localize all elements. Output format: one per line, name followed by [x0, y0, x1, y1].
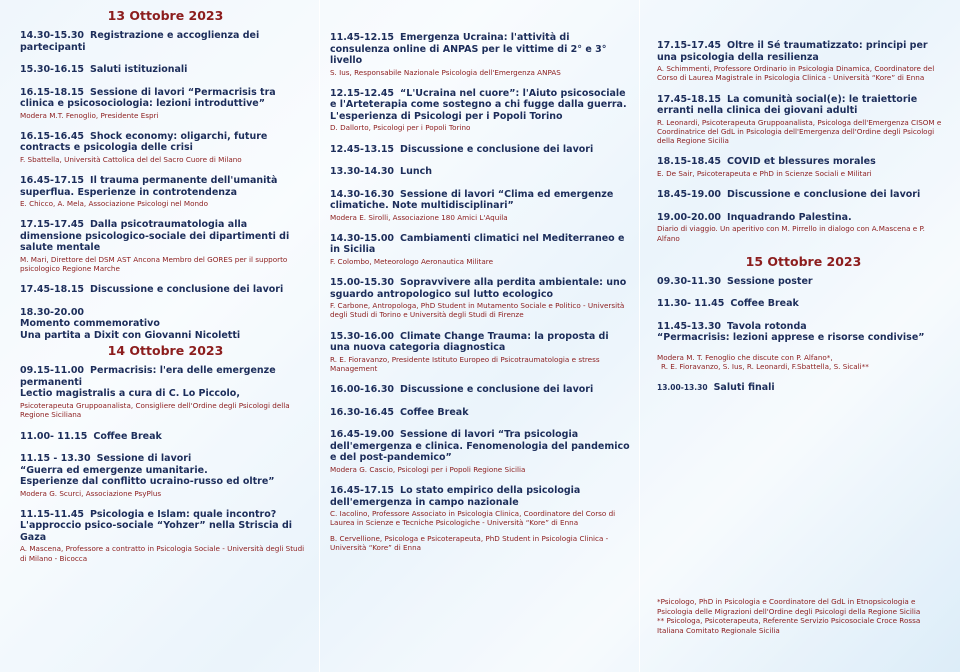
program-entry: [657, 382, 950, 394]
program-entry: [20, 219, 311, 273]
entry-time: 16.30-16.45: [330, 406, 395, 418]
entry-speaker: R. E. Fioravanzo, Presidente Istituto Europeo di Psicotraumatologia e stress Management: [330, 354, 600, 374]
entry-title: Dalla psicotraumatologia alla dimensione psicologico-sociale dei dipartimenti di salute mentale: [20, 219, 290, 254]
entry-time: 13.00-13.30: [657, 383, 708, 393]
entry-title: COVID et blessures morales: [727, 156, 876, 168]
entry-time: 12.45-13.15: [330, 143, 395, 155]
entry-title: Lo stato empirico della psicologia dell'emergenza in campo nazionale: [330, 485, 581, 508]
program-entry: [20, 64, 311, 76]
entry-time: 14.30-16.30: [330, 188, 395, 200]
entry-speaker: Modera M. T. Fenoglio che discute con P. Alfano*,: [657, 352, 833, 362]
program-entry: [657, 212, 950, 243]
program-entry: [657, 156, 950, 178]
entry-title: Sessione di lavori: [96, 453, 192, 465]
program-entry: [330, 485, 631, 552]
entry-title-line: “Permacrisis: lezioni apprese e risorse condivise”: [657, 332, 925, 344]
entry-speaker: F. Carbone, Antropologa, PhD Student in Mutamento Sociale e Politico - Università degli Studi di Torino e Università degli Studi di Firenze: [330, 301, 625, 320]
footnote-2: ** Psicologa, Psicoterapeuta, Referente Servizio Psicosociale Croce Rossa Italiana Comitato Regionale Sicilia: [657, 616, 921, 635]
entry-title: Il trauma permanente dell'umanità superflua. Esperienze in controtendenza: [20, 175, 278, 198]
entry-title: Sessione di lavori “Clima ed emergenze climatiche. Note multidisciplinari”: [330, 188, 614, 212]
entry-title: Coffee Break: [400, 406, 469, 418]
entry-time: 16.15-18.15: [20, 86, 85, 98]
entry-title: La comunità social(e): le traiettorie erranti nella clinica dei giovani adulti: [657, 93, 918, 117]
entry-time: 11.15 - 13.30: [20, 453, 91, 465]
program-entry: [657, 40, 950, 83]
entry-time: 19.00-20.00: [657, 211, 722, 223]
entry-time: 17.15-17.45: [657, 40, 722, 51]
program-entry: [330, 166, 631, 178]
program-entry: [20, 30, 311, 53]
entry-time: 18.15-18.45: [657, 156, 722, 168]
program-entry: [20, 87, 311, 120]
entry-time: 16.15-16.45: [20, 130, 85, 142]
program-entry: [20, 509, 311, 563]
entry-title: Coffee Break: [730, 298, 799, 310]
entry-title: Inquadrando Palestina.: [727, 211, 852, 223]
entry-time: 17.45-18.15: [657, 93, 722, 105]
program-entry: [330, 88, 631, 133]
entry-title: Lunch: [400, 166, 433, 178]
entry-speaker: Modera M.T. Fenoglio, Presidente Espri: [20, 110, 159, 120]
entry-speaker: Modera E. Sirolli, Associazione 180 Amici L'Aquila: [330, 212, 508, 222]
entry-time: 09.30-11.30: [657, 275, 722, 287]
entry-time: 11.45-13.30: [657, 320, 722, 332]
program-entry: [657, 189, 950, 201]
entry-time: 16.45-17.15: [20, 175, 85, 187]
program-column-1: [0, 0, 319, 672]
entry-time: 11.30- 11.45: [657, 298, 725, 310]
footnotes: [657, 597, 947, 635]
entry-time: 16.45-19.00: [330, 429, 395, 441]
entry-title-line: L'approccio psico-sociale “Yohzer” nella Striscia di Gaza: [20, 520, 293, 543]
entry-speaker: A. Mascena, Professore a contratto in Psicologia Sociale - Università degli Studi di Milano - Bicocca: [20, 544, 305, 563]
entry-speaker: S. Ius, Responsabile Nazionale Psicologia dell'Emergenza ANPAS: [330, 67, 561, 77]
program-entry: [330, 233, 631, 266]
entry-title: Saluti istituzionali: [90, 64, 188, 75]
entry-speaker: F. Colombo, Meteorologo Aeronautica Militare: [330, 256, 493, 266]
entry-speaker: R. E. Fioravanzo, S. Ius, R. Leonardi, F.Sbattella, S. Sicali**: [661, 362, 869, 372]
entry-title: Cambiamenti climatici nel Mediterraneo e in Sicilia: [330, 232, 625, 256]
entry-title: Saluti finali: [713, 382, 775, 394]
entry-title: Sessione poster: [727, 275, 813, 287]
program-entry: [657, 321, 950, 372]
entry-time: 14.30-15.00: [330, 232, 395, 244]
entry-title: Discussione e conclusione dei lavori: [400, 143, 594, 155]
entry-title: Psicologia e Islam: quale incontro?: [90, 508, 277, 520]
entry-speaker: Modera G. Cascio, Psicologi per i Popoli Regione Sicilia: [330, 464, 526, 474]
day-heading-13-october: 13 Ottobre 2023: [107, 8, 224, 23]
program-entry: [20, 453, 311, 498]
program-entry: [20, 284, 311, 296]
entry-title: Shock economy: oligarchi, future contracts e psicologia delle crisi: [20, 130, 268, 154]
program-column-2: [319, 0, 640, 672]
entry-time: 15.30-16.00: [330, 330, 395, 342]
program-entry: [20, 365, 311, 419]
entry-title: Coffee Break: [93, 430, 162, 442]
entry-time: 13.30-14.30: [330, 166, 395, 178]
program-entry: [20, 175, 311, 208]
entry-time: 11.15-11.45: [20, 508, 85, 520]
entry-time: 17.15-17.45: [20, 219, 85, 231]
entry-title: Sessione di lavori “Permacrisis tra clinica e psicosociologia: lezioni introduttive”: [20, 86, 276, 109]
program-entry: [20, 131, 311, 164]
entry-speaker: M. Mari, Direttore del DSM AST Ancona Membro del GORES per il supporto psicologico Regione Marche: [20, 254, 288, 274]
program-entry: [330, 384, 631, 396]
entry-speaker: D. Dallorto, Psicologi per i Popoli Torino: [330, 123, 471, 133]
day-heading-14-october: 14 Ottobre 2023: [107, 343, 224, 359]
entry-title: “L'Ucraina nel cuore”: l'Aiuto psicosociale e l'Arteterapia come sostegno a chi fugge dalla guerra. L'esperienza di Psicologi per i Popoli Torino: [330, 87, 627, 122]
entry-time: 16.45-17.15: [330, 485, 395, 497]
program-entry: [330, 189, 631, 222]
entry-speaker: E. De Sair, Psicoterapeuta e PhD in Scienze Sociali e Militari: [657, 168, 872, 178]
entry-time: 11.00- 11.15: [20, 430, 88, 442]
entry-speaker: A. Schimmenti, Professore Ordinario in Psicologia Dinamica, Coordinatore del Corso di Laurea Magistrale in Psicologia Clinica - Università “Kore” di Enna: [657, 64, 935, 83]
entry-time: 18.45-19.00: [657, 189, 722, 201]
entry-speaker: F. Sbattella, Università Cattolica del del Sacro Cuore di Milano: [20, 154, 242, 164]
entry-title-line: Lectio magistralis a cura di C. Lo Piccolo,: [20, 388, 240, 400]
program-entry: [330, 331, 631, 374]
program-entry: [330, 32, 631, 77]
program-column-3: [640, 0, 960, 672]
program-entry: [20, 307, 311, 342]
entry-time: 15.30-16.15: [20, 64, 85, 75]
entry-title: Oltre il Sé traumatizzato: principi per una psicologia della resilienza: [657, 40, 928, 63]
entry-time: 18.30-20.00: [20, 306, 85, 318]
entry-time: 17.45-18.15: [20, 284, 85, 296]
entry-title: Discussione e conclusione dei lavori: [90, 284, 284, 296]
entry-title-line: “Guerra ed emergenze umanitarie.: [20, 464, 208, 476]
entry-title-line: Esperienze dal conflitto ucraino-russo ed oltre”: [20, 476, 275, 488]
entry-time: 14.30-15.30: [20, 30, 85, 41]
entry-title: Permacrisis: l'era delle emergenze permanenti: [20, 365, 276, 388]
entry-speaker: R. Leonardi, Psicoterapeuta Gruppoanalista, Psicologa dell'Emergenza CISOM e Coordinatrice del GdL in Psicologia dell'Emergenza dell'Ordine degli Psicologi della Regione Sicilia: [657, 117, 942, 146]
footnote-1: *Psicologo, PhD in Psicologia e Coordinatore del GdL in Etnopsicologia e Psicologia delle Migrazioni dell'Ordine degli Psicologi della Regione Sicilia: [657, 597, 921, 616]
program-entry: [20, 431, 311, 443]
entry-time: 16.00-16.30: [330, 384, 395, 396]
entry-title: Tavola rotonda: [727, 320, 807, 332]
program-entry: [330, 407, 631, 419]
entry-speaker: B. Cervellione, Psicologa e Psicoterapeuta, PhD Student in Psicologia Clinica - Università “Kore” di Enna: [330, 533, 609, 553]
entry-title: Sopravvivere alla perdita ambientale: uno sguardo antropologico sul lutto ecologico: [330, 277, 627, 300]
entry-title: Momento commemorativo: [20, 318, 160, 330]
program-entry: [330, 429, 631, 474]
entry-title: Discussione e conclusione dei lavori: [727, 189, 921, 201]
entry-speaker: Modera G. Scurci, Associazione PsyPlus: [20, 488, 162, 498]
program-entry: [330, 277, 631, 320]
entry-speaker: C. Iacolino, Professore Associato in Psicologia Clinica, Coordinatore del Corso di Laurea in Scienze e Tecniche Psicologiche - Università “Kore” di Enna: [330, 509, 616, 528]
entry-time: 12.15-12.45: [330, 87, 395, 99]
program-entry: [657, 276, 950, 288]
entry-time: 15.00-15.30: [330, 277, 395, 289]
entry-title: Sessione di lavori “Tra psicologia dell'emergenza e clinica. Fenomenologia del pandemico e del post-pandemico”: [330, 429, 630, 464]
entry-speaker: Psicoterapeuta Gruppoanalista, Consigliere dell'Ordine degli Psicologi della Regione Siciliana: [20, 400, 290, 420]
entry-title: Registrazione e accoglienza dei partecipanti: [20, 30, 260, 53]
entry-speaker: Diario di viaggio. Un aperitivo con M. Pirrello in dialogo con A.Mascena e P. Alfano: [657, 224, 925, 243]
day-heading-15-october: 15 Ottobre 2023: [745, 253, 862, 269]
entry-time: 11.45-12.15: [330, 32, 395, 43]
program-entry: [330, 144, 631, 156]
entry-title: Emergenza Ucraina: l'attività di consulenza online di ANPAS per le vittime di 2° e 3° livello: [330, 32, 607, 66]
entry-title: Climate Change Trauma: la proposta di una nuova categoria diagnostica: [330, 330, 609, 354]
entry-title: Discussione e conclusione dei lavori: [400, 384, 594, 396]
entry-time: 09.15-11.00: [20, 365, 85, 377]
program-entry: [657, 94, 950, 146]
entry-speaker: E. Chicco, A. Mela, Associazione Psicologi nel Mondo: [20, 199, 209, 209]
program-entry: [657, 298, 950, 310]
entry-title-line: Una partita a Dixit con Giovanni Nicoletti: [20, 329, 241, 341]
